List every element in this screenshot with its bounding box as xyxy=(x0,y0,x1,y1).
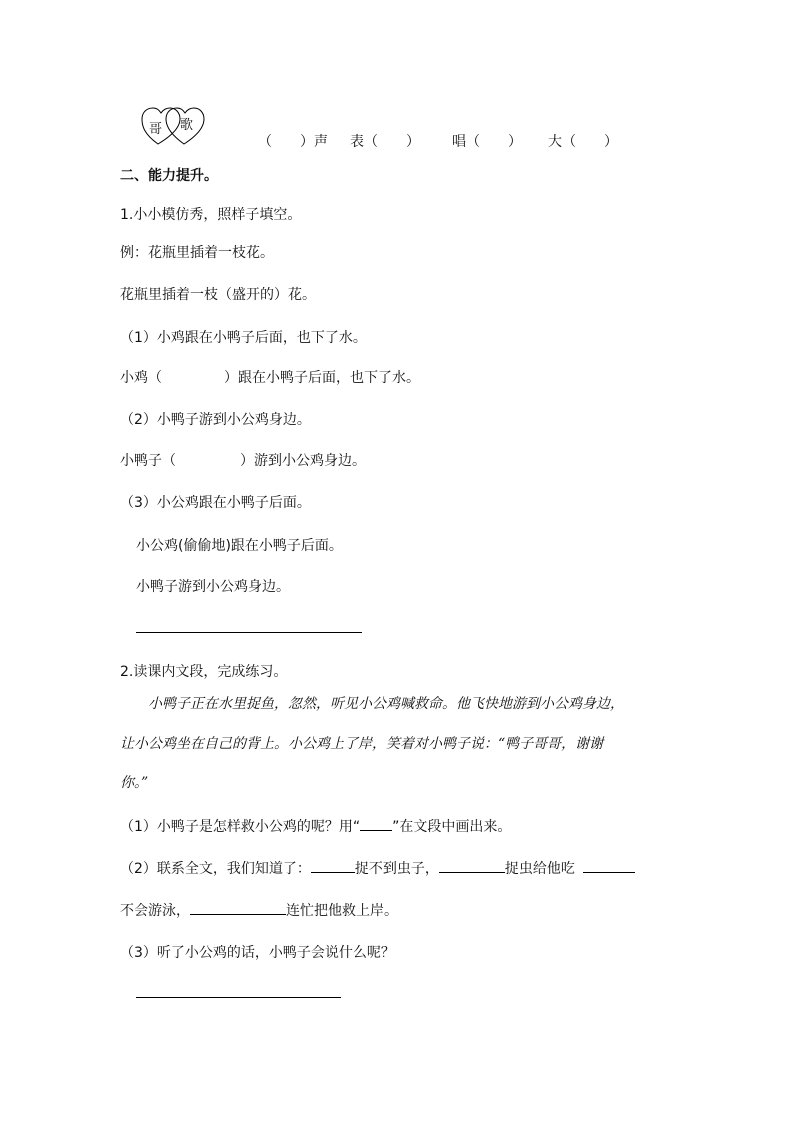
heart-right-char: 歌 xyxy=(180,118,194,133)
q2-sub2-continued xyxy=(120,900,398,920)
fill-suffix: ）游到小公鸡身边。 xyxy=(240,453,366,469)
answer-line[interactable] xyxy=(136,632,362,633)
answer-blank[interactable] xyxy=(439,858,505,873)
fill-item-3: 唱（ ） xyxy=(452,134,522,150)
fill-item-4: 大（ ） xyxy=(548,134,618,150)
answer-blank[interactable] xyxy=(190,900,286,915)
heart-left-char: 哥 xyxy=(149,122,163,137)
q1-item-3-question: （3）小公鸡跟在小鸭子后面。 xyxy=(120,495,311,511)
q1-example: 例：花瓶里插着一枝花。 xyxy=(120,245,274,261)
sub1-text-b: ”在文段中画出来。 xyxy=(392,819,512,835)
sub2-text-a: （2）联系全文，我们知道了： xyxy=(120,861,311,877)
sub2-text-e: 连忙把他救上岸。 xyxy=(286,903,398,919)
answer-blank[interactable] xyxy=(360,816,392,831)
fill-prefix: 小鸡（ xyxy=(120,370,162,386)
sub2-text-c: 捉虫给他吃 xyxy=(504,861,575,877)
answer-blank[interactable] xyxy=(583,858,635,873)
sub2-text-b: 捉不到虫子， xyxy=(354,861,439,877)
q2-prompt: 2.读课内文段，完成练习。 xyxy=(120,664,288,680)
answer-blank[interactable] xyxy=(311,858,355,873)
q2-sub1 xyxy=(120,816,511,836)
passage-line-3: 你。” xyxy=(120,775,149,791)
fill-item-1: （ ）声 xyxy=(258,134,328,150)
passage-line-2: 让小公鸡坐在自己的背上。小公鸡上了岸，笑着对小鸭子说：“鸭子哥哥，谢谢 xyxy=(120,736,604,752)
answer-line[interactable] xyxy=(136,997,341,998)
passage-line-1: 小鸭子正在水里捉鱼，忽然，听见小公鸡喊救命。他飞快地游到小公鸡身边， xyxy=(148,696,624,712)
fill-prefix: 小鸭子（ xyxy=(120,453,176,469)
q1-item-2-fill xyxy=(120,450,366,470)
section-title: 二、能力提升。 xyxy=(120,168,218,184)
q2-sub3: （3）听了小公鸡的话，小鸭子会说什么呢？ xyxy=(120,945,395,961)
q1-item-3-second: 小鸭子游到小公鸡身边。 xyxy=(136,579,290,595)
q2-sub2 xyxy=(120,858,635,878)
q1-item-3-example: 小公鸡(偷偷地)跟在小鸭子后面。 xyxy=(136,538,343,554)
q1-prompt: 1.小小模仿秀，照样子填空。 xyxy=(120,207,302,223)
sub2-text-d: 不会游泳， xyxy=(120,903,190,919)
q1-item-1-fill xyxy=(120,367,420,387)
q1-item-1-question: （1）小鸡跟在小鸭子后面，也下了水。 xyxy=(120,330,367,346)
fill-item-2: 表（ ） xyxy=(350,134,420,150)
fill-suffix: ）跟在小鸭子后面，也下了水。 xyxy=(224,370,420,386)
sub1-text-a: （1）小鸭子是怎样救小公鸡的呢？用“ xyxy=(120,819,361,835)
q1-example-answer: 花瓶里插着一枝（盛开的）花。 xyxy=(120,287,316,303)
q1-item-2-question: （2）小鸭子游到小公鸡身边。 xyxy=(120,412,311,428)
